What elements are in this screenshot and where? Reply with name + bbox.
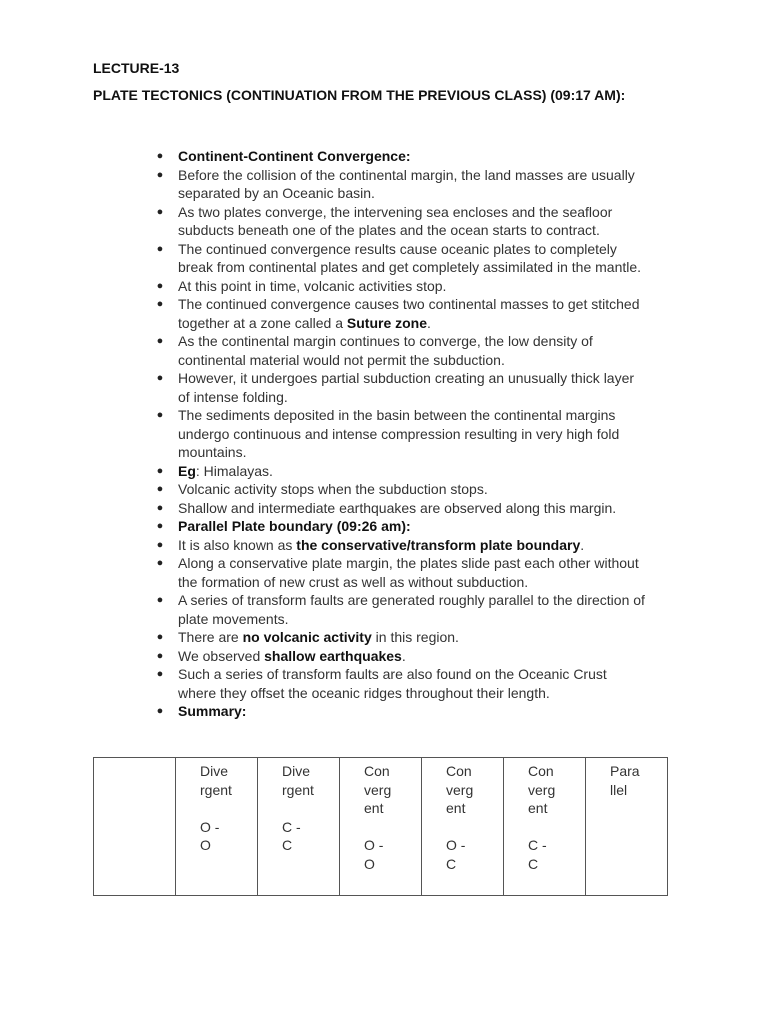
- list-item: [156, 647, 648, 666]
- list-item: [156, 462, 648, 481]
- bold-text: no volcanic activity: [242, 629, 372, 645]
- list-item: [156, 166, 648, 203]
- list-item-text: There are: [178, 629, 243, 645]
- list-item: [156, 332, 648, 369]
- list-item: [156, 536, 648, 555]
- bold-text: Suture zone: [346, 314, 428, 331]
- list-item-text: Such a series of transform faults are also found on the Oceanic Crust where they offset the oceanic ridges throughout their length.: [178, 666, 607, 701]
- table-row: [94, 758, 668, 896]
- list-item-text: Before the collision of the continental margin, the land masses are usually separated by an Oceanic basin.: [178, 166, 635, 201]
- table-cell: [94, 758, 176, 896]
- bullet-list: [156, 147, 648, 721]
- list-item-text: The continued convergence causes two continental masses to get stitched together at a zone called a: [178, 296, 640, 331]
- bullet-icon: ●: [156, 705, 164, 717]
- table-cell: Con verg ent C - C: [504, 758, 586, 896]
- list-item-text: : Himalayas.: [195, 462, 273, 479]
- bullet-icon: ●: [156, 372, 164, 384]
- list-item-text: Volcanic activity stops when the subduction stops.: [178, 481, 488, 497]
- list-item: [156, 665, 648, 702]
- list-item: [156, 406, 648, 462]
- bullet-icon: ●: [156, 409, 164, 421]
- list-item-text: At this point in time, volcanic activities stop.: [178, 277, 447, 294]
- table-cell: Con verg ent O - O: [340, 758, 422, 896]
- list-item: [156, 295, 648, 332]
- bold-text: Continent-Continent Convergence:: [178, 148, 411, 164]
- bullet-icon: ●: [156, 631, 164, 643]
- list-item-text: A series of transform faults are generated roughly parallel to the direction of plate movements.: [178, 592, 645, 627]
- bullet-icon: ●: [156, 464, 164, 477]
- list-item-text: It is also known as: [178, 536, 297, 553]
- list-item: [156, 369, 648, 406]
- list-item-text: Shallow and intermediate earthquakes are observed along this margin.: [178, 499, 617, 516]
- list-item-text: .: [427, 314, 431, 331]
- bullet-icon: ●: [156, 538, 164, 551]
- list-item-text: However, it undergoes partial subduction creating an unusually thick layer of intense folding.: [178, 370, 635, 405]
- bullet-icon: ●: [156, 557, 164, 569]
- bold-text: Summary:: [178, 703, 247, 719]
- bullet-icon: ●: [156, 594, 164, 606]
- bullet-icon: ●: [156, 668, 164, 680]
- bullet-icon: ●: [156, 520, 164, 532]
- list-item: [156, 591, 648, 628]
- list-item: [156, 147, 648, 166]
- list-item-text: in this region.: [371, 629, 459, 645]
- list-item-text: The continued convergence results cause oceanic plates to completely break from continental plates and get completely assimilated in the mantle.: [178, 240, 642, 275]
- bullet-icon: ●: [156, 150, 164, 162]
- list-item-text: .: [401, 647, 406, 664]
- list-item-text: As two plates converge, the intervening sea encloses and the seafloor subducts beneath one of the plates and the ocean starts to contract.: [178, 203, 613, 238]
- table-cell: Con verg ent O - C: [422, 758, 504, 896]
- bullet-icon: ●: [156, 335, 164, 347]
- list-item: [156, 554, 648, 591]
- list-item: [156, 702, 648, 721]
- bullet-icon: ●: [156, 298, 164, 310]
- bullet-icon: ●: [156, 483, 164, 495]
- bold-text: shallow earthquakes: [264, 647, 402, 664]
- bullet-icon: ●: [156, 279, 164, 292]
- table-cell: Dive rgent C - C: [258, 758, 340, 896]
- section-title: PLATE TECTONICS (CONTINUATION FROM THE PREVIOUS CLASS) (09:17 AM):: [93, 87, 626, 103]
- bullet-icon: ●: [156, 649, 164, 662]
- table-cell: Dive rgent O - O: [176, 758, 258, 896]
- list-item-text: We observed: [178, 647, 265, 664]
- list-item-text: .: [580, 536, 585, 553]
- list-item: [156, 499, 648, 518]
- bold-text: the conservative/transform plate boundary: [296, 536, 581, 553]
- summary-table: [93, 757, 668, 896]
- list-item: [156, 628, 648, 647]
- list-item-text: As the continental margin continues to converge, the low density of continental material would not permit the subduction.: [178, 333, 593, 368]
- bullet-icon: ●: [156, 205, 164, 218]
- bullet-icon: ●: [156, 501, 164, 514]
- bold-text: Eg: [178, 462, 196, 479]
- table-cell: Para llel: [586, 758, 668, 896]
- list-item: [156, 517, 648, 536]
- list-item: [156, 480, 648, 499]
- list-item: [156, 203, 648, 240]
- bold-text: Parallel Plate boundary (09:26 am):: [178, 518, 411, 534]
- list-item: [156, 277, 648, 296]
- list-item: [156, 240, 648, 277]
- bullet-icon: ●: [156, 242, 164, 255]
- lecture-heading: LECTURE-13: [93, 60, 180, 76]
- list-item-text: The sediments deposited in the basin between the continental margins undergo continuous and intense compression resulting in very high fold mountains.: [178, 407, 620, 460]
- list-item-text: Along a conservative plate margin, the plates slide past each other without the formation of new crust as well as without subduction.: [178, 555, 639, 590]
- bullet-icon: ●: [156, 168, 164, 181]
